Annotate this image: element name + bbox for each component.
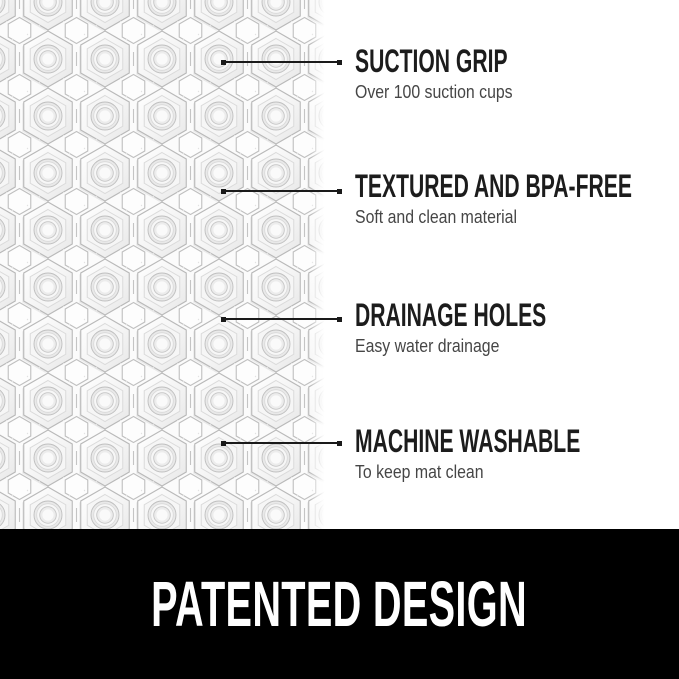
- patented-design-banner: [0, 529, 679, 679]
- callout-subtitle: Soft and clean material: [355, 207, 518, 227]
- callout-subtitle: Over 100 suction cups: [355, 82, 513, 102]
- callout-subtitle: To keep mat clean: [355, 462, 484, 482]
- callout-title: MACHINE WASHABLE: [355, 423, 581, 459]
- pointer-line-textured: [223, 190, 340, 192]
- mat-right-edge-fade: [310, 0, 328, 529]
- pointer-line-suction-grip: [223, 61, 340, 63]
- pointer-square-icon: [337, 317, 342, 322]
- callout-subtitle: Easy water drainage: [355, 336, 500, 356]
- callout-suction-grip: [355, 44, 675, 104]
- pointer-line-washable: [223, 442, 340, 444]
- pointer-square-icon: [221, 189, 226, 194]
- pointer-line-drainage: [223, 318, 340, 320]
- callout-textured-bpa-free: [355, 169, 675, 229]
- callout-title: TEXTURED AND BPA-FREE: [355, 168, 632, 204]
- callout-title: SUCTION GRIP: [355, 43, 508, 79]
- pointer-square-icon: [221, 60, 226, 65]
- callout-title: DRAINAGE HOLES: [355, 297, 547, 333]
- banner-label: PATENTED DESIGN: [151, 568, 528, 640]
- pointer-square-icon: [337, 441, 342, 446]
- pointer-square-icon: [221, 317, 226, 322]
- pointer-square-icon: [337, 60, 342, 65]
- pointer-square-icon: [337, 189, 342, 194]
- callout-machine-washable: [355, 424, 675, 484]
- bath-mat-texture-image: [0, 0, 326, 529]
- pointer-square-icon: [221, 441, 226, 446]
- callout-drainage-holes: [355, 298, 675, 358]
